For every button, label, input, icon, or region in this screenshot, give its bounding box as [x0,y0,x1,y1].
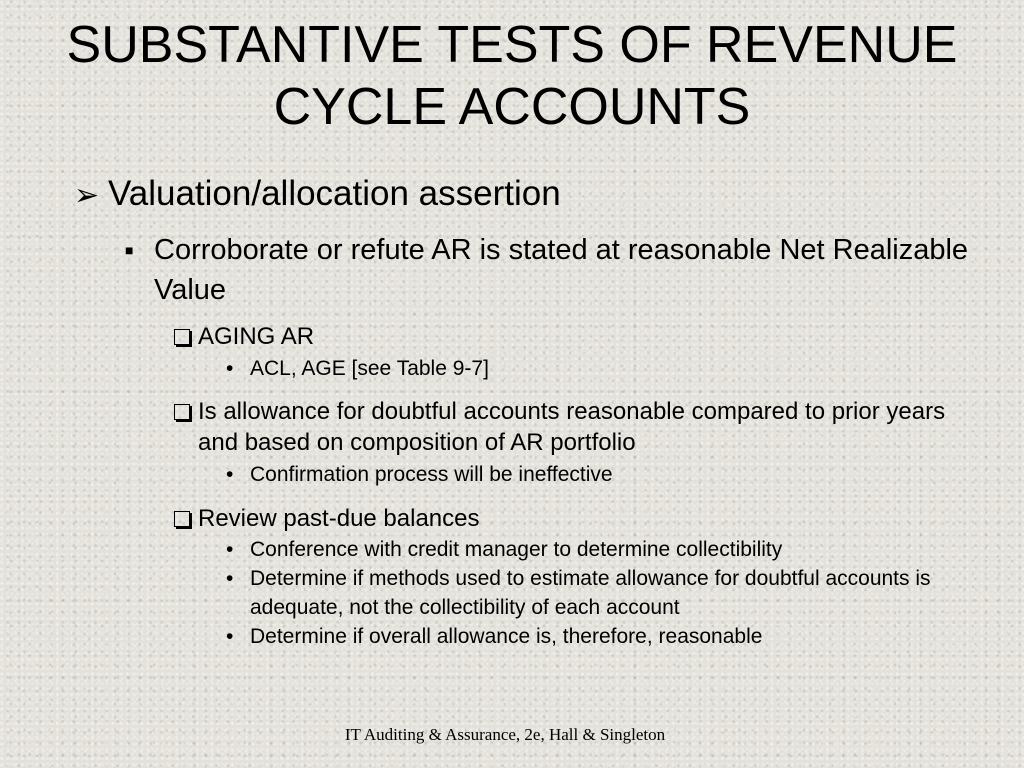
checkbox-item-allowance [174,396,974,458]
sub-bullet-text: ACL, AGE [see Table 9-7] [250,357,489,380]
dot-bullet-icon: • [226,538,234,561]
sub-bullet-acl-age [226,354,966,383]
sub-bullet-overall-allowance [226,622,966,651]
sub-bullet-confirmation [226,460,966,489]
slide-title-line-2: CYCLE ACCOUNTS [273,78,751,136]
checkbox-item-aging-ar [174,321,974,352]
dot-bullet-icon: • [226,567,234,590]
bullet-text: Corroborate or refute AR is stated at reasonable Net Realizable Value [154,234,969,306]
slide-footer: IT Auditing & Assurance, 2e, Hall & Singleton [344,725,666,744]
sub-bullet-credit-manager [226,535,966,564]
slide-title-line-1: SUBSTANTIVE TESTS OF REVENUE [66,16,958,74]
dot-bullet-icon: • [226,357,234,380]
checkbox-bullet-icon [174,321,190,353]
dot-bullet-icon: • [226,463,234,486]
checkbox-item-text: AGING AR [198,323,315,350]
bullet-corroborate-ar [125,230,985,310]
checkbox-bullet-icon [174,396,190,428]
arrow-bullet-icon: ➢ [74,179,100,212]
checkbox-item-text: Review past-due balances [198,505,480,532]
sub-bullet-text: Determine if methods used to estimate allowance for doubtful accounts is adequate, not the collectibility of each account [250,567,931,619]
dot-bullet-icon: • [226,625,234,648]
bullet-valuation-allocation [74,172,561,218]
slide-title [0,14,1024,138]
sub-bullet-text: Conference with credit manager to determine collectibility [250,538,783,561]
square-bullet-icon: ■ [125,242,134,258]
sub-bullet-text: Determine if overall allowance is, therefore, reasonable [250,625,763,648]
checkbox-item-text: Is allowance for doubtful accounts reasonable compared to prior years and based on composition of AR portfolio [198,398,946,456]
checkbox-bullet-icon [174,503,190,535]
checkbox-item-past-due [174,503,974,534]
sub-bullet-methods [226,564,966,622]
sub-bullet-text: Confirmation process will be ineffective [250,463,613,486]
bullet-text: Valuation/allocation assertion [108,174,561,213]
